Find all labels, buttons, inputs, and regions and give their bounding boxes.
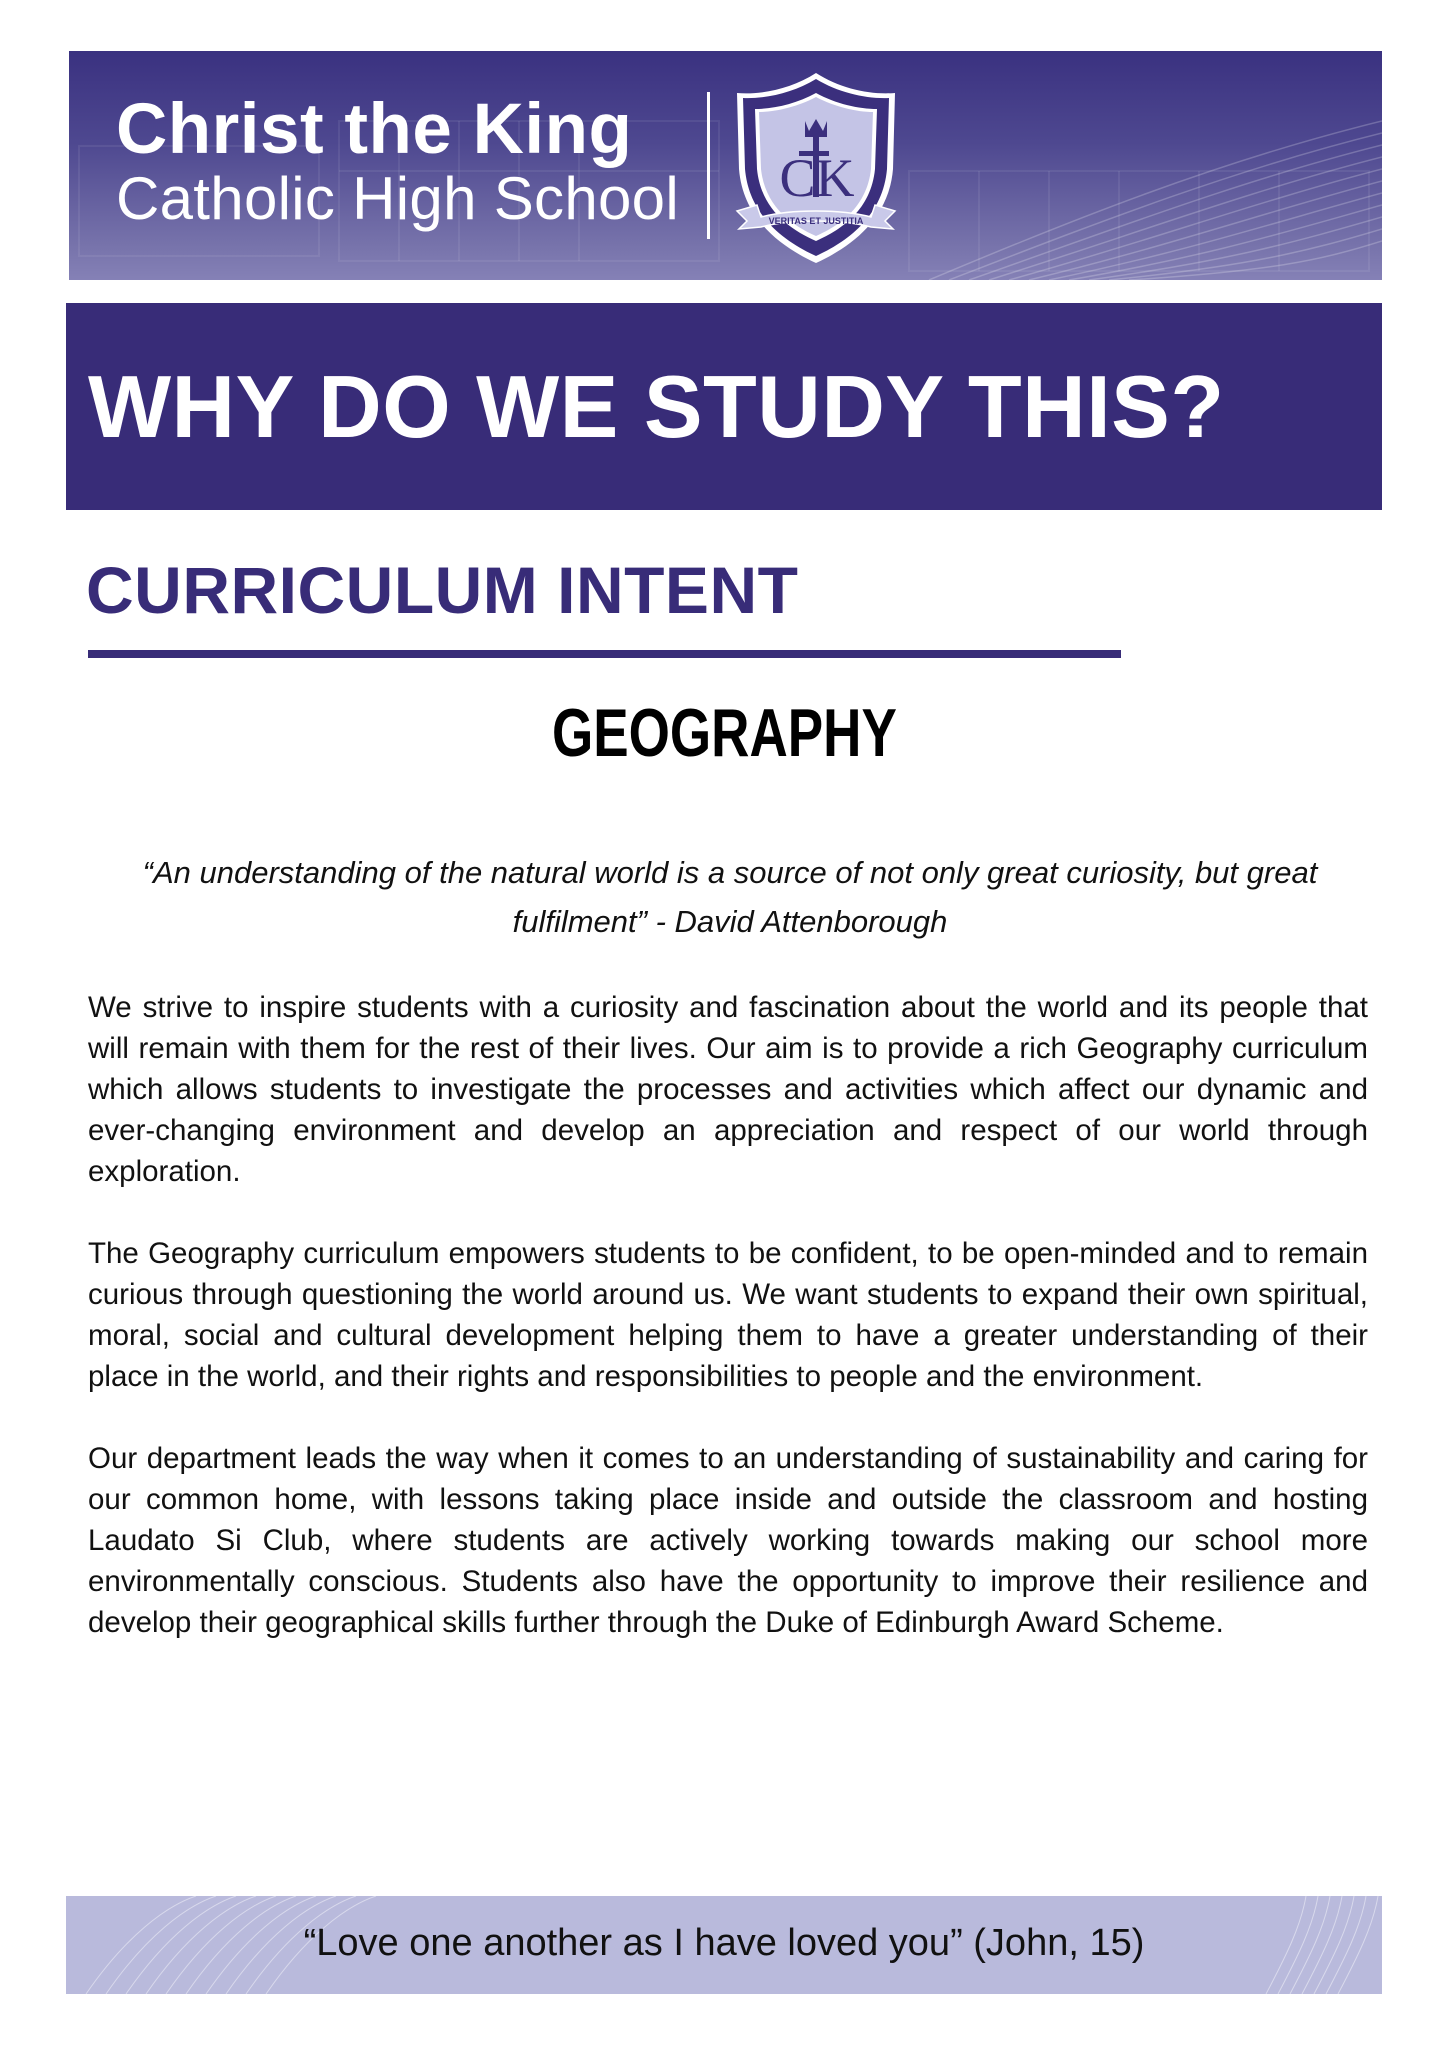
school-crest-logo — [731, 69, 901, 265]
crest-motto: VERITAS ET JUSTITIA — [768, 216, 864, 226]
school-subtitle: Catholic High School — [116, 165, 679, 232]
section-heading: CURRICULUM INTENT — [86, 553, 799, 627]
attenborough-quote: “An understanding of the natural world is a source of not only great curiosity, but great fulfilment” - David Attenborough — [142, 855, 1318, 939]
paragraph-2: The Geography curriculum empowers students to be confident, to be open-minded and to remain curious through questioning the world around us. We want students to expand their own spiritual, moral, social and cultural development helping them to have a greater understanding of their place in the world, and their rights and responsibilities to people and the environment. — [88, 1237, 1368, 1393]
school-name: Christ the King — [116, 90, 633, 169]
footer-banner — [66, 1896, 1382, 1994]
header-divider — [707, 92, 710, 239]
crest-initials: CK — [779, 148, 855, 208]
header-banner — [69, 51, 1382, 280]
title-banner — [66, 303, 1382, 510]
body-text — [88, 987, 1368, 1684]
subject-title: GEOGRAPHY — [552, 695, 897, 771]
section-underline — [88, 650, 1121, 658]
footer-scripture-quote: “Love one another as I have loved you” (John, 15) — [303, 1922, 1145, 1964]
paragraph-3: Our department leads the way when it comes to an understanding of sustainability and caring for our common home, with lessons taking place inside and outside the classroom and hosting Laudato Si Club, where students are actively working towards making our school more environmentally conscious. Students also have the opportunity to improve their resilience and develop their geographical skills further through the Duke of Edinburgh Award Scheme. — [88, 1442, 1368, 1639]
page-title: WHY DO WE STUDY THIS? — [88, 357, 1225, 456]
paragraph-1: We strive to inspire students with a curiosity and fascination about the world and its people that will remain with them for the rest of their lives. Our aim is to provide a rich Geography curriculum which allows students to investigate the processes and activities which affect our dynamic and ever-changing environment and develop an appreciation and respect of our world through exploration. — [88, 991, 1368, 1188]
